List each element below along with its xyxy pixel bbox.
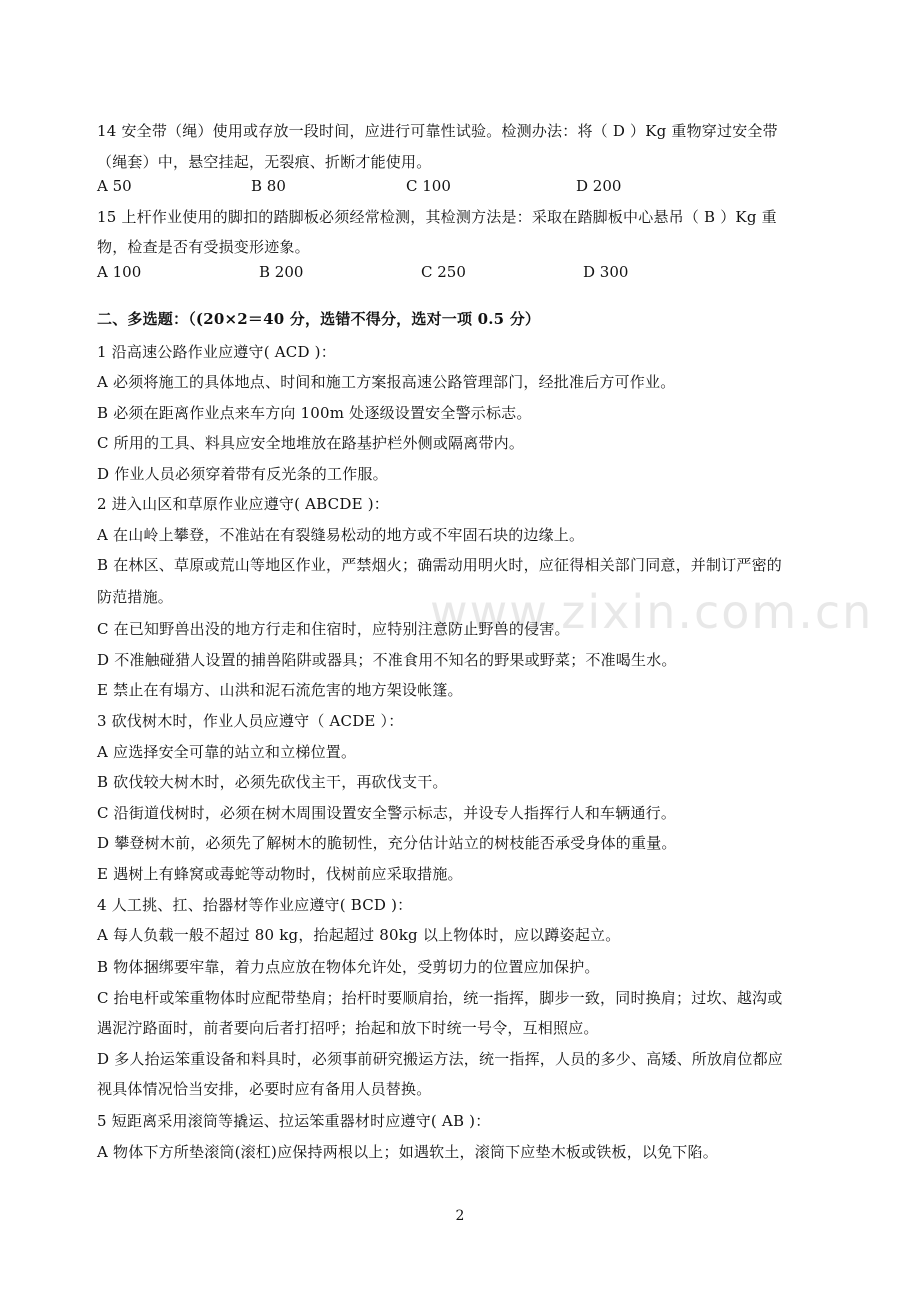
text-line: D 攀登树木前，必须先了解树木的脆韧性，充分估计站立的树枝能否承受身体的重量。 (97, 834, 677, 852)
text-line: 5 短距离采用滚筒等撬运、拉运笨重器材时应遵守( AB )： (97, 1112, 491, 1130)
text-line: C 抬电杆或笨重物体时应配带垫肩；抬杆时要顺肩抬，统一指挥，脚步一致，同时换肩；过坎、越沟或 (97, 989, 783, 1007)
watermark: www.zixin.com.cn (430, 585, 874, 639)
q15-option-b: B 200 (259, 263, 304, 281)
text-line: B 在林区、草原或荒山等地区作业，严禁烟火；确需动用明火时，应征得相关部门同意，并制订严密的 (97, 556, 782, 574)
text-line: 3 砍伐树木时，作业人员应遵守（ ACDE ）： (97, 712, 404, 730)
text-line: A 应选择安全可靠的站立和立梯位置。 (97, 743, 357, 761)
q15-line-2: 物，检查是否有受损变形迹象。 (97, 238, 310, 256)
section-heading: 二、多选题：（(20×2＝40 分，选错不得分，选对一项 0.5 分） (97, 310, 541, 328)
text-line: 1 沿高速公路作业应遵守( ACD )： (97, 343, 336, 361)
q14-option-b: B 80 (251, 177, 286, 195)
text-line: C 沿街道伐树时，必须在树木周围设置安全警示标志，并设专人指挥行人和车辆通行。 (97, 804, 677, 822)
text-line: 2 进入山区和草原作业应遵守( ABCDE )： (97, 495, 389, 513)
q14-line-2: （绳套）中，悬空挂起，无裂痕、折断才能使用。 (97, 153, 432, 171)
q14-option-d: D 200 (576, 177, 622, 195)
text-line: 4 人工挑、扛、抬器材等作业应遵守( BCD )： (97, 896, 413, 914)
text-line: 视具体情况恰当安排，必要时应有备用人员替换。 (97, 1080, 432, 1098)
q15-line-1: 15 上杆作业使用的脚扣的踏脚板必须经常检测，其检测方法是：采取在踏脚板中心悬吊（ B ）Kg 重 (97, 208, 777, 226)
text-line: B 砍伐较大树木时，必须先砍伐主干，再砍伐支干。 (97, 773, 448, 791)
q14-option-a: A 50 (97, 177, 132, 195)
q14-option-c: C 100 (406, 177, 451, 195)
text-line: D 不准触碰猎人设置的捕兽陷阱或器具；不准食用不知名的野果或野菜；不准喝生水。 (97, 651, 677, 669)
text-line: D 作业人员必须穿着带有反光条的工作服。 (97, 465, 388, 483)
q14-line-1: 14 安全带（绳）使用或存放一段时间，应进行可靠性试验。检测办法：将（ D ）Kg 重物穿过安全带 (97, 122, 778, 140)
text-line: E 禁止在有塌方、山洪和泥石流危害的地方架设帐篷。 (97, 681, 463, 699)
text-line: 遇泥泞路面时，前者要向后者打招呼；抬起和放下时统一号令，互相照应。 (97, 1019, 599, 1037)
text-line: C 所用的工具、料具应安全地堆放在路基护栏外侧或隔离带内。 (97, 434, 525, 452)
text-line: A 物体下方所垫滚筒(滚杠)应保持两根以上；如遇软土，滚筒下应垫木板或铁板，以免下陷。 (97, 1143, 718, 1161)
page-number: 2 (455, 1208, 465, 1224)
q15-option-d: D 300 (583, 263, 629, 281)
text-line: A 在山岭上攀登，不准站在有裂缝易松动的地方或不牢固石块的边缘上。 (97, 526, 585, 544)
text-line: B 必须在距离作业点来车方向 100m 处逐级设置安全警示标志。 (97, 404, 532, 422)
text-line: B 物体捆绑要牢靠，着力点应放在物体允许处，受剪切力的位置应加保护。 (97, 958, 600, 976)
text-line: A 必须将施工的具体地点、时间和施工方案报高速公路管理部门，经批准后方可作业。 (97, 373, 676, 391)
q15-option-c: C 250 (421, 263, 466, 281)
text-line: D 多人抬运笨重设备和料具时，必须事前研究搬运方法，统一指挥，人员的多少、高矮、所放肩位都应 (97, 1050, 783, 1068)
text-line: A 每人负载一般不超过 80 kg，抬起超过 80kg 以上物体时，应以蹲姿起立。 (97, 926, 621, 944)
text-line: C 在已知野兽出没的地方行走和住宿时，应特别注意防止野兽的侵害。 (97, 620, 570, 638)
q15-option-a: A 100 (97, 263, 142, 281)
text-line: E 遇树上有蜂窝或毒蛇等动物时，伐树前应采取措施。 (97, 865, 463, 883)
text-line: 防范措施。 (97, 588, 174, 606)
